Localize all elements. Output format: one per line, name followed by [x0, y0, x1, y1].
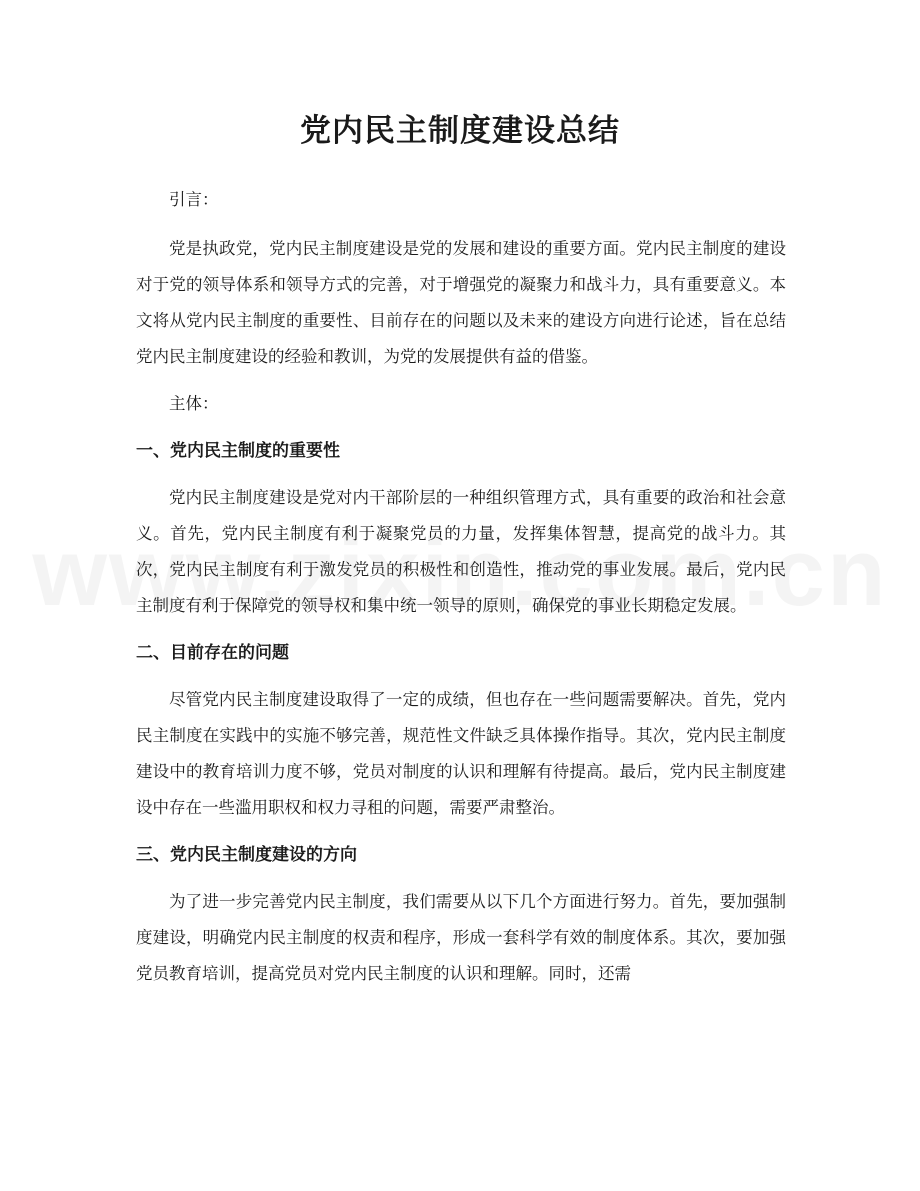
intro-paragraph: 党是执政党，党内民主制度建设是党的发展和建设的重要方面。党内民主制度的建设对于党的领导体系和领导方式的完善，对于增强党的凝聚力和战斗力，具有重要意义。本文将从党内民主制度的重要性、目前存在的问题以及未来的建设方向进行论述，旨在总结党内民主制度建设的经验和教训，为党的发展提供有益的借鉴。 — [136, 239, 786, 366]
section-heading-3: 三、党内民主制度建设的方向 — [136, 845, 357, 865]
page-title: 党内民主制度建设总结 — [300, 113, 620, 149]
section-paragraph-2: 尽管党内民主制度建设取得了一定的成绩，但也存在一些问题需要解决。首先，党内民主制度在实践中的实施不够完善，规范性文件缺乏具体操作指导。其次，党内民主制度建设中的教育培训力度不够，党员对制度的认识和理解有待提高。最后，党内民主制度建设中存在一些滥用职权和权力寻租的问题，需要严肃整治。 — [136, 690, 786, 817]
section-paragraph-1: 党内民主制度建设是党对内干部阶层的一种组织管理方式，具有重要的政治和社会意义。首先，党内民主制度有利于凝聚党员的力量，发挥集体智慧，提高党的战斗力。其次，党内民主制度有利于激发党员的积极性和创造性，推动党的事业发展。最后，党内民主制度有利于保障党的领导权和集中统一领导的原则，确保党的事业长期稳定发展。 — [136, 488, 786, 615]
section-heading-1: 一、党内民主制度的重要性 — [136, 441, 340, 461]
section-paragraph-3: 为了进一步完善党内民主制度，我们需要从以下几个方面进行努力。首先，要加强制度建设，明确党内民主制度的权责和程序，形成一套科学有效的制度体系。其次，要加强党员教育培训，提高党员对党内民主制度的认识和理解。同时，还需 — [136, 892, 786, 983]
section-heading-2: 二、目前存在的问题 — [136, 643, 289, 663]
intro-label: 引言： — [169, 190, 219, 209]
document-body — [136, 182, 786, 992]
body-label: 主体： — [169, 394, 219, 413]
